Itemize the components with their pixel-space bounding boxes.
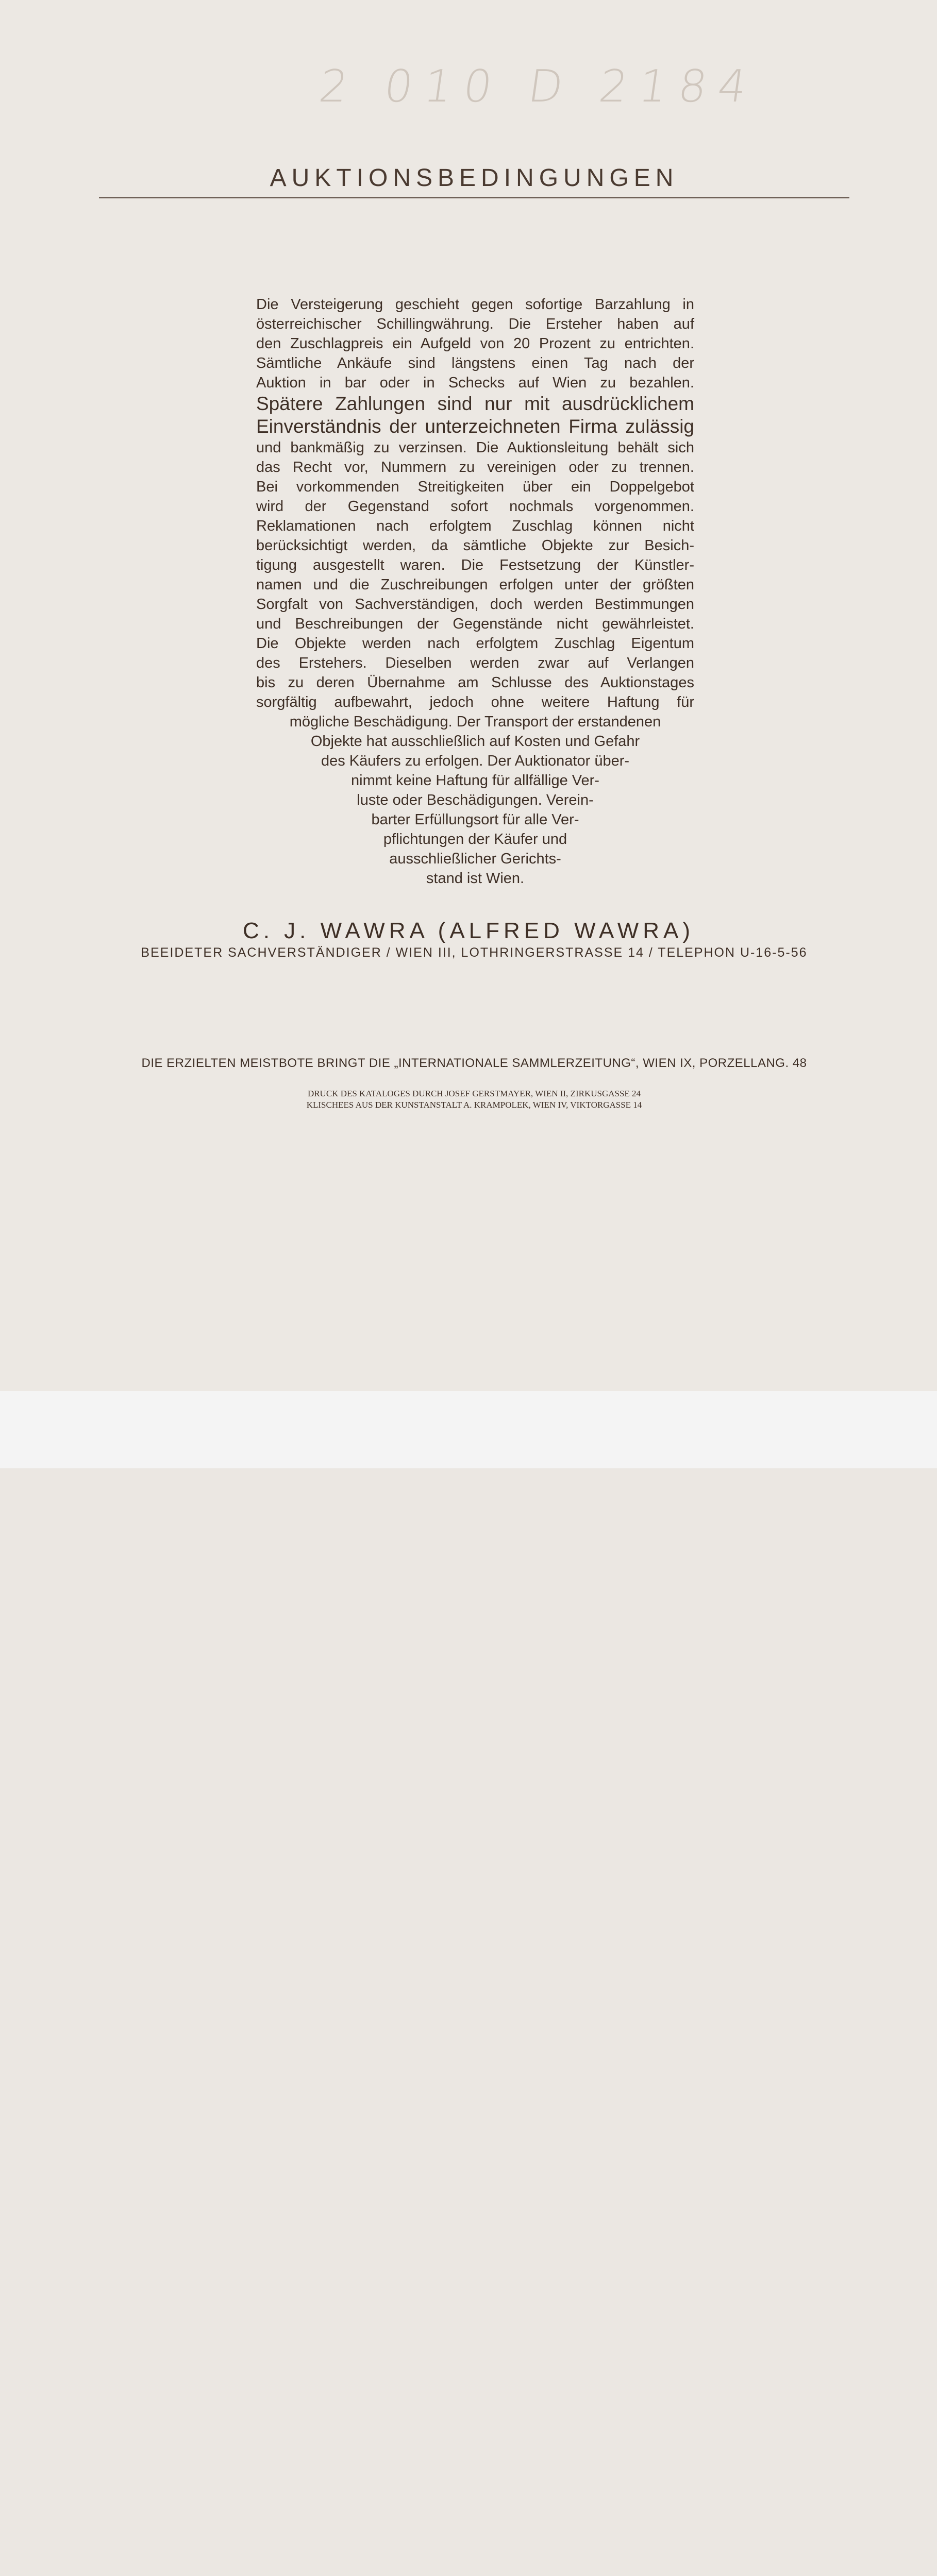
emphasis-line: Einverständnis der unterzeichneten Firma zulässig: [256, 416, 694, 437]
text-line: sorgfältig aufbewahrt, jedoch ohne weitere Haftung für: [256, 694, 694, 710]
taper-line: pflichtungen der Käufer und: [383, 831, 567, 848]
text-line: tigung ausgestellt waren. Die Festsetzung der Künstler-: [256, 557, 694, 573]
taper-line: mögliche Beschädigung. Der Transport der erstandenen: [289, 714, 661, 730]
taper-line: barter Erfüllungsort für alle Ver-: [371, 811, 579, 828]
emphasis-line: Spätere Zahlungen sind nur mit ausdrücklichem: [256, 393, 694, 414]
taper-line: stand ist Wien.: [426, 870, 525, 887]
company-name: C. J. WAWRA (ALFRED WAWRA): [242, 918, 695, 943]
text-line: und Beschreibungen der Gegenstände nicht gewährleistet.: [256, 616, 694, 632]
taper-line: ausschließlicher Gerichts-: [389, 851, 561, 867]
title-divider: [99, 197, 849, 198]
auction-conditions-text: [256, 295, 694, 888]
text-line: Auktion in bar oder in Schecks auf Wien zu bezahlen.: [256, 375, 694, 391]
text-line: das Recht vor, Nummern zu vereinigen oder zu trennen.: [256, 459, 694, 476]
text-line: Bei vorkommenden Streitigkeiten über ein Doppelgebot: [256, 479, 694, 495]
taper-line: luste oder Beschädigungen. Verein-: [357, 792, 594, 808]
text-line: Die Objekte werden nach erfolgtem Zuschlag Eigentum: [256, 635, 694, 652]
text-line: berücksichtigt werden, da sämtliche Objekte zur Besich-: [256, 537, 694, 554]
text-line: Sämtliche Ankäufe sind längstens einen Tag nach der: [256, 355, 694, 371]
text-line: den Zuschlagpreis ein Aufgeld von 20 Prozent zu entrichten.: [256, 335, 694, 352]
credit-line: KLISCHEES AUS DER KUNSTANSTALT A. KRAMPOLEK, WIEN IV, VIKTORGASSE 14: [306, 1100, 642, 1110]
company-address: BEEIDETER SACHVERSTÄNDIGER / WIEN III, LOTHRINGERSTRASSE 14 / TELEPHON U-16-5-56: [141, 945, 808, 960]
text-line: des Erstehers. Dieselben werden zwar auf Verlangen: [256, 655, 694, 671]
credit-line: DRUCK DES KATALOGES DURCH JOSEF GERSTMAYER, WIEN II, ZIRKUSGASSE 24: [307, 1089, 641, 1098]
taper-line: nimmt keine Haftung für allfällige Ver-: [351, 772, 599, 789]
text-line: namen und die Zuschreibungen erfolgen unter der größten: [256, 577, 694, 593]
text-line: Die Versteigerung geschieht gegen sofortige Barzahlung in: [256, 296, 694, 313]
taper-line: des Käufers zu erfolgen. Der Auktionator über-: [321, 753, 630, 769]
text-line: wird der Gegenstand sofort nochmals vorgenommen.: [256, 498, 694, 515]
pencil-shelfmark: 2 010 D 2184: [315, 61, 761, 112]
text-line: österreichischer Schillingwährung. Die Ersteher haben auf: [256, 316, 694, 332]
text-line: und bankmäßig zu verzinsen. Die Auktionsleitung behält sich: [256, 439, 694, 456]
text-line: Reklamationen nach erfolgtem Zuschlag können nicht: [256, 518, 694, 534]
page-title: AUKTIONSBEDINGUNGEN: [270, 164, 679, 192]
results-notice: DIE ERZIELTEN MEISTBOTE BRINGT DIE „INTERNATIONALE SAMMLERZEITUNG“, WIEN IX, PORZELLANG. 48: [141, 1056, 807, 1070]
taper-line: Objekte hat ausschließlich auf Kosten und Gefahr: [310, 733, 640, 750]
printer-credits: [98, 1088, 850, 1111]
text-line: Sorgfalt von Sachverständigen, doch werden Bestimmungen: [256, 596, 694, 613]
digitization-footer: [0, 1391, 937, 1468]
text-line: bis zu deren Übernahme am Schlusse des Auktionstages: [256, 674, 694, 691]
